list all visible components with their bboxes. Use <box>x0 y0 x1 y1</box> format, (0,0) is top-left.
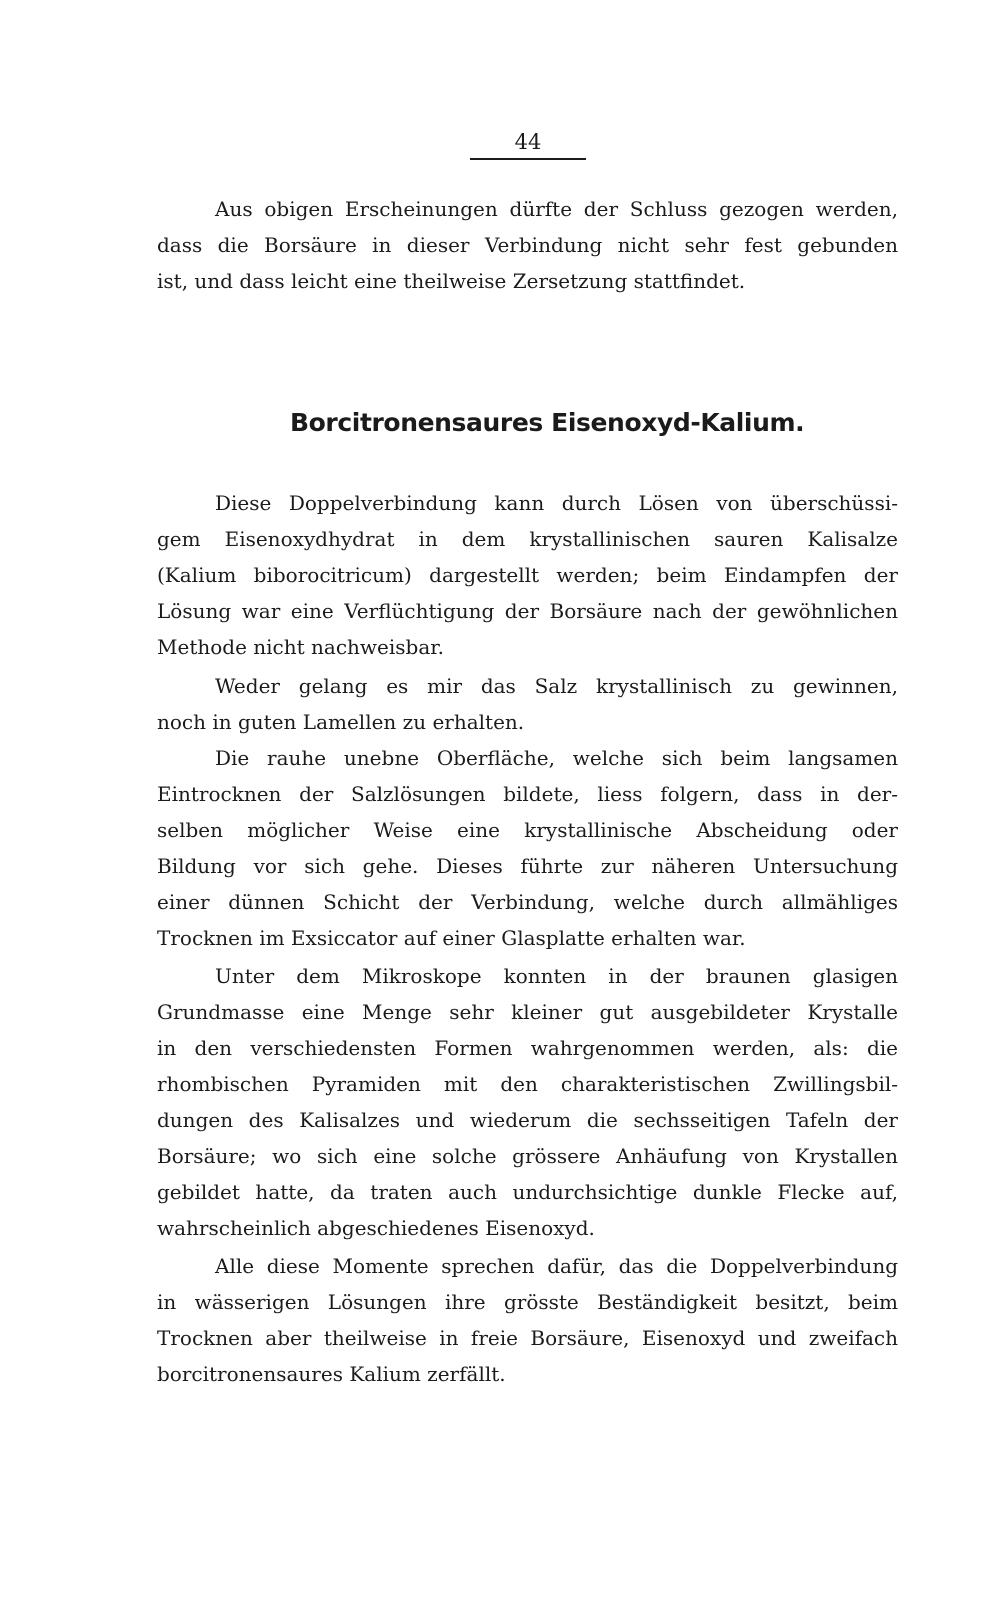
text-line: selben möglicher Weise eine krystallinische Abscheidung oder <box>157 818 898 842</box>
text-line: gem Eisenoxydhydrat in dem krystallinischen sauren Kalisalze <box>157 527 898 551</box>
paragraph-3 <box>157 740 898 956</box>
text-line: (Kalium biborocitricum) dargestellt werden; beim Eindampfen der <box>157 563 898 587</box>
paragraph-1 <box>157 485 898 665</box>
text-line: wahrscheinlich abgeschiedenes Eisenoxyd. <box>157 1216 595 1240</box>
text-line: rhombischen Pyramiden mit den charakteristischen Zwillingsbil- <box>157 1072 898 1096</box>
text-line: einer dünnen Schicht der Verbindung, welche durch allmähliges <box>157 890 898 914</box>
page-header <box>470 130 586 160</box>
text-line: Bildung vor sich gehe. Dieses führte zur näheren Untersuchung <box>157 854 898 878</box>
text-line: in wässerigen Lösungen ihre grösste Beständigkeit besitzt, beim <box>157 1290 898 1314</box>
text-line: noch in guten Lamellen zu erhalten. <box>157 710 525 734</box>
text-line: dass die Borsäure in dieser Verbindung nicht sehr fest gebunden <box>157 233 898 257</box>
text-line: Methode nicht nachweisbar. <box>157 635 444 659</box>
text-line: Lösung war eine Verflüchtigung der Borsäure nach der gewöhnlichen <box>157 599 898 623</box>
text-line: Aus obigen Erscheinungen dürfte der Schluss gezogen werden, <box>215 197 898 221</box>
paragraph-5 <box>157 1248 898 1392</box>
text-line: in den verschiedensten Formen wahrgenommen werden, als: die <box>157 1036 898 1060</box>
intro-paragraph <box>157 191 898 299</box>
text-line: ist, und dass leicht eine theilweise Zersetzung stattfindet. <box>157 269 746 293</box>
header-rule <box>470 158 586 160</box>
text-line: Trocknen aber theilweise in freie Borsäure, Eisenoxyd und zweifach <box>157 1326 898 1350</box>
page-number: 44 <box>514 130 542 154</box>
text-line: Borsäure; wo sich eine solche grössere Anhäufung von Krystallen <box>157 1144 898 1168</box>
section-heading: Borcitronensaures Eisenoxyd-Kalium. <box>290 408 805 437</box>
paragraph-4 <box>157 958 898 1246</box>
text-line: Diese Doppelverbindung kann durch Lösen von überschüssi- <box>215 491 898 515</box>
paragraph-2 <box>157 668 898 740</box>
text-line: Trocknen im Exsiccator auf einer Glasplatte erhalten war. <box>157 926 746 950</box>
text-line: Die rauhe unebne Oberfläche, welche sich beim langsamen <box>215 746 898 770</box>
text-line: gebildet hatte, da traten auch undurchsichtige dunkle Flecke auf, <box>157 1180 898 1204</box>
text-line: Alle diese Momente sprechen dafür, das die Doppelverbindung <box>215 1254 898 1278</box>
text-line: borcitronensaures Kalium zerfällt. <box>157 1362 506 1386</box>
text-line: Eintrocknen der Salzlösungen bildete, liess folgern, dass in der- <box>157 782 898 806</box>
text-line: Weder gelang es mir das Salz krystallinisch zu gewinnen, <box>215 674 898 698</box>
text-line: Grundmasse eine Menge sehr kleiner gut ausgebildeter Krystalle <box>157 1000 898 1024</box>
text-line: Unter dem Mikroskope konnten in der braunen glasigen <box>215 964 898 988</box>
text-line: dungen des Kalisalzes und wiederum die sechsseitigen Tafeln der <box>157 1108 898 1132</box>
